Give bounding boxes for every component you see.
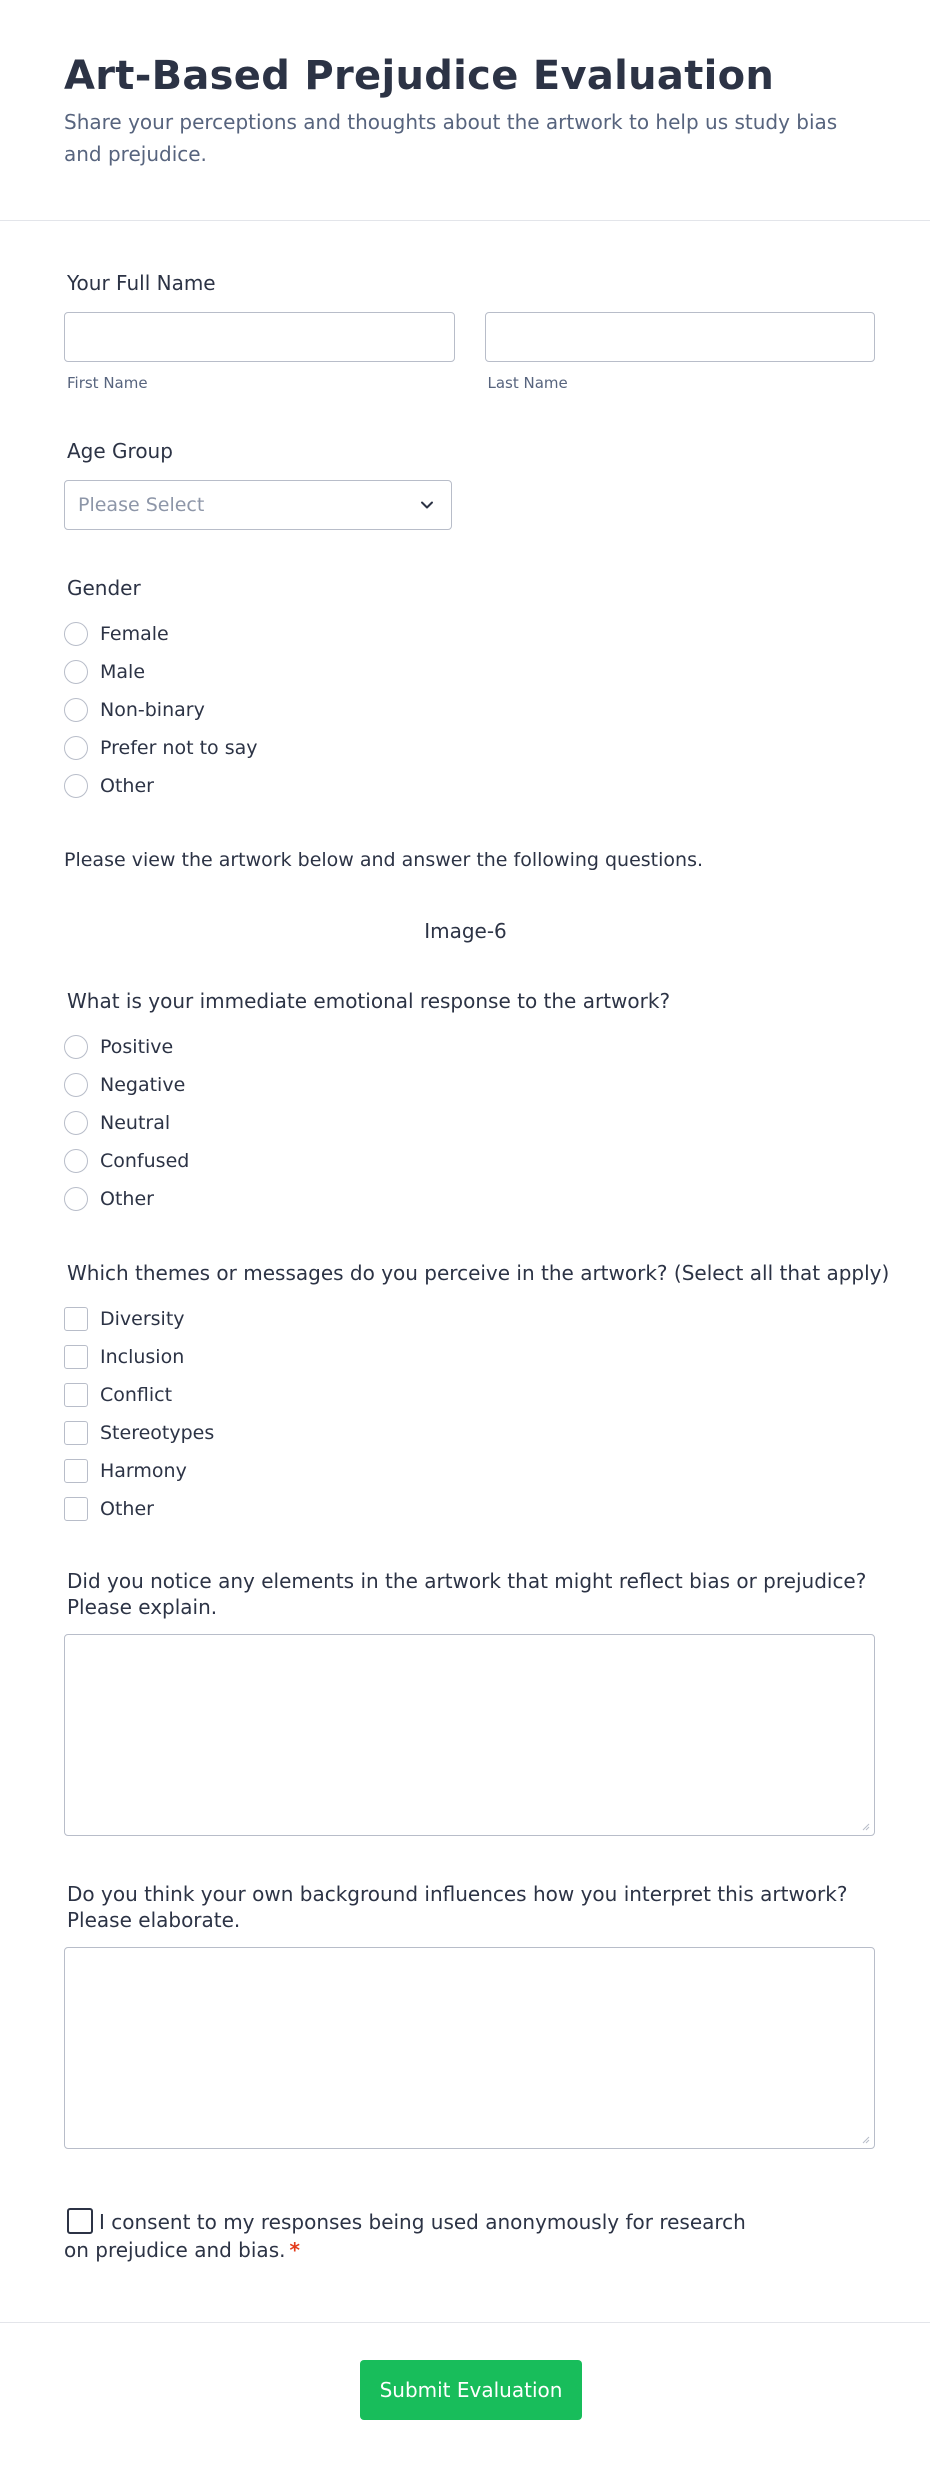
theme-option-other[interactable]: Other — [64, 1490, 889, 1528]
age-group-select[interactable] — [64, 480, 452, 530]
emotion-option-negative[interactable]: Negative — [64, 1066, 670, 1104]
radio-button[interactable] — [64, 736, 88, 760]
last-name-input[interactable] — [485, 312, 876, 362]
themes-label: Which themes or messages do you perceive in the artwork? (Select all that apply) — [67, 1261, 890, 1285]
gender-option-male[interactable]: Male — [64, 653, 258, 691]
theme-option-harmony[interactable]: Harmony — [64, 1452, 889, 1490]
gender-field — [64, 575, 258, 805]
radio-button[interactable] — [64, 660, 88, 684]
consent-text: I consent to my responses being used anonymously for research on prejudice and bias. — [64, 2210, 746, 2262]
gender-option-prefer-not[interactable]: Prefer not to say — [64, 729, 258, 767]
age-group-field — [64, 438, 452, 530]
gender-option-other[interactable]: Other — [64, 767, 258, 805]
artwork-instruction: Please view the artwork below and answer the following questions. — [64, 849, 704, 871]
radio-button[interactable] — [64, 774, 88, 798]
bias-elements-label: Did you notice any elements in the artwork that might reflect bias or prejudice? Please explain. — [67, 1569, 867, 1619]
checkbox[interactable] — [64, 1497, 88, 1521]
background-influence-label: Do you think your own background influences how you interpret this artwork? Please elaborate. — [67, 1882, 848, 1932]
radio-button[interactable] — [64, 1187, 88, 1211]
radio-button[interactable] — [64, 1111, 88, 1135]
first-name-sublabel: First Name — [67, 374, 148, 392]
checkbox[interactable] — [64, 1459, 88, 1483]
radio-button[interactable] — [64, 1035, 88, 1059]
form-header — [0, 0, 930, 221]
chevron-down-icon — [417, 495, 437, 515]
gender-option-non-binary[interactable]: Non-binary — [64, 691, 258, 729]
bias-elements-textarea[interactable] — [64, 1634, 875, 1836]
checkbox[interactable] — [64, 1383, 88, 1407]
gender-option-female[interactable]: Female — [64, 615, 258, 653]
form-subtitle: Share your perceptions and thoughts about the artwork to help us study bias and prejudice. — [64, 110, 838, 166]
required-asterisk: * — [289, 2238, 300, 2262]
resize-handle-icon[interactable] — [860, 1821, 870, 1831]
form-title: Art-Based Prejudice Evaluation — [64, 53, 775, 99]
first-name-input[interactable] — [64, 312, 455, 362]
emotion-option-neutral[interactable]: Neutral — [64, 1104, 670, 1142]
full-name-label: Your Full Name — [67, 271, 216, 295]
background-influence-field — [64, 1881, 875, 2149]
radio-button[interactable] — [64, 1149, 88, 1173]
consent-checkbox[interactable] — [67, 2208, 93, 2234]
consent-field — [64, 2208, 764, 2264]
emotion-option-confused[interactable]: Confused — [64, 1142, 670, 1180]
emotion-option-other[interactable]: Other — [64, 1180, 670, 1218]
checkbox[interactable] — [64, 1345, 88, 1369]
checkbox[interactable] — [64, 1421, 88, 1445]
radio-button[interactable] — [64, 698, 88, 722]
radio-button[interactable] — [64, 1073, 88, 1097]
emotional-response-label: What is your immediate emotional response to the artwork? — [67, 989, 671, 1013]
artwork-image — [0, 919, 930, 943]
theme-option-diversity[interactable]: Diversity — [64, 1300, 889, 1338]
emotion-option-positive[interactable]: Positive — [64, 1028, 670, 1066]
themes-field — [64, 1260, 889, 1528]
age-group-selected-value: Please Select — [78, 494, 205, 516]
theme-option-conflict[interactable]: Conflict — [64, 1376, 889, 1414]
checkbox[interactable] — [64, 1307, 88, 1331]
bias-elements-field — [64, 1568, 875, 1836]
artwork-alt-text: Image-6 — [424, 919, 507, 943]
background-influence-textarea[interactable] — [64, 1947, 875, 2149]
age-group-label: Age Group — [67, 439, 173, 463]
last-name-sublabel: Last Name — [487, 374, 568, 392]
full-name-field — [64, 270, 875, 392]
form-footer — [0, 2322, 930, 2468]
radio-button[interactable] — [64, 622, 88, 646]
theme-option-inclusion[interactable]: Inclusion — [64, 1338, 889, 1376]
resize-handle-icon[interactable] — [860, 2134, 870, 2144]
emotional-response-field — [64, 988, 670, 1218]
gender-label: Gender — [67, 576, 141, 600]
submit-button[interactable]: Submit Evaluation — [360, 2360, 582, 2420]
theme-option-stereotypes[interactable]: Stereotypes — [64, 1414, 889, 1452]
